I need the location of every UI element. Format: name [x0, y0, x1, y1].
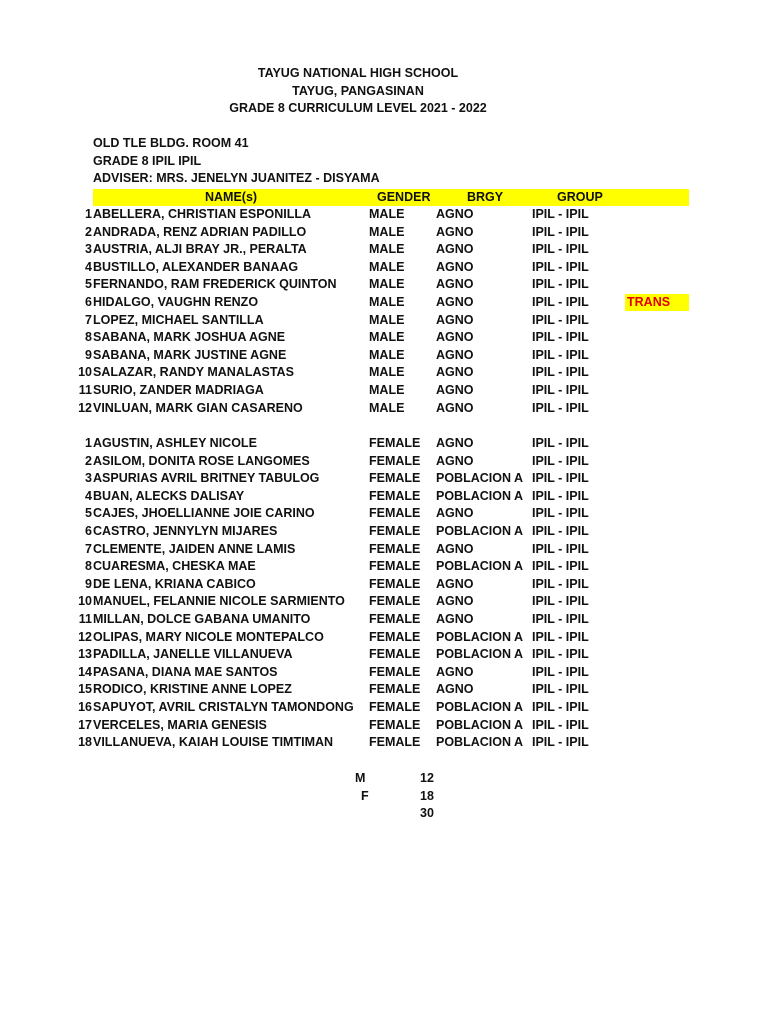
- row-number: 18: [78, 735, 92, 750]
- gender-cell: FEMALE: [369, 559, 421, 574]
- student-name: ABELLERA, CHRISTIAN ESPONILLA: [93, 207, 312, 221]
- table-row: [0, 277, 700, 295]
- gender-cell: FEMALE: [369, 735, 421, 750]
- student-name: SABANA, MARK JOSHUA AGNE: [93, 330, 286, 345]
- gender-cell: FEMALE: [369, 524, 421, 538]
- brgy-cell: AGNO: [436, 330, 474, 345]
- row-number: 14: [78, 664, 92, 679]
- brgy-cell: AGNO: [436, 436, 474, 450]
- row-number: 7: [85, 312, 92, 327]
- brgy-cell: AGNO: [436, 383, 474, 397]
- table-row: [0, 542, 700, 560]
- group-cell: IPIL - IPIL: [532, 295, 589, 309]
- gender-cell: FEMALE: [369, 594, 421, 609]
- section-label: GRADE 8 IPIL IPIL: [93, 154, 202, 168]
- table-row: [0, 383, 700, 401]
- group-cell: IPIL - IPIL: [532, 735, 589, 750]
- gender-cell: MALE: [369, 347, 405, 362]
- brgy-cell: POBLACION A: [436, 647, 524, 662]
- brgy-cell: AGNO: [436, 224, 474, 239]
- table-row: [0, 242, 700, 260]
- table-row: [0, 718, 700, 736]
- group-cell: IPIL - IPIL: [532, 612, 589, 626]
- group-cell: IPIL - IPIL: [532, 647, 589, 662]
- brgy-cell: POBLACION A: [436, 700, 524, 714]
- brgy-cell: AGNO: [436, 207, 474, 221]
- gender-cell: MALE: [369, 277, 405, 292]
- table-header: [93, 189, 689, 206]
- table-row: [0, 454, 700, 472]
- gender-cell: MALE: [369, 295, 405, 309]
- gender-cell: MALE: [369, 242, 405, 257]
- row-number: 12: [78, 400, 92, 415]
- brgy-cell: AGNO: [436, 365, 474, 380]
- gender-cell: MALE: [369, 400, 405, 415]
- student-name: OLIPAS, MARY NICOLE MONTEPALCO: [93, 629, 324, 644]
- brgy-cell: AGNO: [436, 400, 474, 415]
- table-row: [0, 612, 700, 630]
- table-row: [0, 225, 700, 243]
- group-cell: IPIL - IPIL: [532, 664, 589, 679]
- gender-cell: FEMALE: [369, 576, 421, 591]
- student-name: PADILLA, JANELLE VILLANUEVA: [93, 647, 293, 662]
- student-name: VINLUAN, MARK GIAN CASARENO: [93, 400, 303, 415]
- row-number: 11: [78, 612, 92, 626]
- female-total-label: F: [361, 789, 369, 803]
- group-cell: IPIL - IPIL: [532, 383, 589, 397]
- gender-cell: FEMALE: [369, 453, 421, 468]
- student-name: RODICO, KRISTINE ANNE LOPEZ: [93, 682, 292, 697]
- table-row: [0, 348, 700, 366]
- group-cell: IPIL - IPIL: [532, 400, 589, 415]
- brgy-cell: AGNO: [436, 277, 474, 292]
- row-number: 8: [85, 559, 92, 574]
- group-cell: IPIL - IPIL: [532, 471, 589, 486]
- group-cell: IPIL - IPIL: [532, 224, 589, 239]
- group-cell: IPIL - IPIL: [532, 436, 589, 450]
- group-cell: IPIL - IPIL: [532, 629, 589, 644]
- row-number: 4: [85, 488, 92, 503]
- row-number: 17: [78, 717, 92, 732]
- brgy-cell: AGNO: [436, 242, 474, 257]
- table-row: [0, 630, 700, 648]
- brgy-cell: POBLACION A: [436, 735, 524, 750]
- row-number: 7: [85, 541, 92, 556]
- group-cell: IPIL - IPIL: [532, 682, 589, 697]
- group-cell: IPIL - IPIL: [532, 559, 589, 574]
- row-number: 10: [78, 365, 92, 380]
- group-cell: IPIL - IPIL: [532, 594, 589, 609]
- student-name: CASTRO, JENNYLYN MIJARES: [93, 524, 278, 538]
- table-row: [0, 436, 700, 454]
- gender-cell: MALE: [369, 259, 405, 274]
- trans-badge: [625, 294, 689, 311]
- col-brgy-header: BRGY: [467, 190, 504, 204]
- student-name: VERCELES, MARIA GENESIS: [93, 717, 267, 732]
- student-name: PASANA, DIANA MAE SANTOS: [93, 664, 278, 679]
- student-name: CUARESMA, CHESKA MAE: [93, 559, 256, 574]
- group-cell: IPIL - IPIL: [532, 453, 589, 468]
- group-cell: IPIL - IPIL: [532, 488, 589, 503]
- brgy-cell: POBLACION A: [436, 629, 524, 644]
- grand-total: 30: [420, 806, 434, 820]
- row-number: 16: [78, 700, 92, 714]
- brgy-cell: AGNO: [436, 312, 474, 327]
- brgy-cell: AGNO: [436, 541, 474, 556]
- gender-cell: FEMALE: [369, 506, 421, 521]
- table-row: [0, 506, 700, 524]
- student-name: AUSTRIA, ALJI BRAY JR., PERALTA: [93, 242, 307, 257]
- table-row: [0, 260, 700, 278]
- table-row: [0, 313, 700, 331]
- gender-cell: MALE: [369, 312, 405, 327]
- gender-cell: FEMALE: [369, 629, 421, 644]
- room-label: OLD TLE BLDG. ROOM 41: [93, 136, 249, 150]
- brgy-cell: AGNO: [436, 612, 474, 626]
- trans-label: TRANS: [627, 295, 671, 309]
- group-cell: IPIL - IPIL: [532, 541, 589, 556]
- table-row: [0, 471, 700, 489]
- student-name: AGUSTIN, ASHLEY NICOLE: [93, 436, 257, 450]
- brgy-cell: POBLACION A: [436, 717, 524, 732]
- group-cell: IPIL - IPIL: [532, 242, 589, 257]
- table-row: [0, 594, 700, 612]
- school-name: TAYUG NATIONAL HIGH SCHOOL: [257, 66, 459, 80]
- table-row: [0, 330, 700, 348]
- brgy-cell: AGNO: [436, 453, 474, 468]
- row-number: 9: [85, 576, 92, 591]
- row-number: 1: [85, 207, 92, 221]
- table-row: [0, 489, 700, 507]
- row-number: 5: [85, 506, 92, 521]
- group-cell: IPIL - IPIL: [532, 717, 589, 732]
- row-number: 2: [85, 453, 92, 468]
- brgy-cell: AGNO: [436, 295, 474, 309]
- group-cell: IPIL - IPIL: [532, 347, 589, 362]
- col-gender-header: GENDER: [377, 190, 431, 204]
- male-total-count: 12: [420, 771, 434, 785]
- female-total-count: 18: [420, 789, 434, 803]
- gender-cell: FEMALE: [369, 647, 421, 662]
- gender-cell: FEMALE: [369, 612, 421, 626]
- brgy-cell: POBLACION A: [436, 471, 524, 486]
- student-name: ASILOM, DONITA ROSE LANGOMES: [93, 453, 310, 468]
- student-name: SURIO, ZANDER MADRIAGA: [93, 383, 264, 397]
- gender-cell: FEMALE: [369, 436, 421, 450]
- row-number: 13: [78, 647, 92, 662]
- col-name-header: NAME(s): [205, 190, 258, 204]
- brgy-cell: POBLACION A: [436, 524, 524, 538]
- male-total-label: M: [355, 771, 366, 785]
- row-number: 6: [85, 295, 92, 309]
- table-row: [0, 295, 700, 313]
- student-name: MANUEL, FELANNIE NICOLE SARMIENTO: [93, 594, 345, 609]
- school-location: TAYUG, PANGASINAN: [292, 84, 424, 98]
- row-number: 3: [85, 242, 92, 257]
- col-group-header: GROUP: [557, 190, 603, 204]
- row-number: 3: [85, 471, 92, 486]
- table-row: [0, 682, 700, 700]
- brgy-cell: AGNO: [436, 664, 474, 679]
- student-name: VILLANUEVA, KAIAH LOUISE TIMTIMAN: [93, 735, 334, 750]
- group-cell: IPIL - IPIL: [532, 576, 589, 591]
- student-name: CAJES, JHOELLIANNE JOIE CARINO: [93, 506, 315, 521]
- group-cell: IPIL - IPIL: [532, 312, 589, 327]
- row-number: 2: [85, 224, 92, 239]
- gender-cell: FEMALE: [369, 471, 421, 486]
- table-row: [0, 524, 700, 542]
- curriculum-level: GRADE 8 CURRICULUM LEVEL 2021 - 2022: [229, 101, 487, 115]
- student-name: HIDALGO, VAUGHN RENZO: [93, 295, 259, 309]
- student-name: ANDRADA, RENZ ADRIAN PADILLO: [93, 224, 307, 239]
- brgy-cell: AGNO: [436, 259, 474, 274]
- row-number: 8: [85, 330, 92, 345]
- student-name: SAPUYOT, AVRIL CRISTALYN TAMONDONG: [93, 700, 354, 714]
- row-number: 10: [78, 594, 92, 609]
- brgy-cell: AGNO: [436, 506, 474, 521]
- table-row: [0, 647, 700, 665]
- row-number: 15: [78, 682, 92, 697]
- table-row: [0, 700, 700, 718]
- student-name: MILLAN, DOLCE GABANA UMANITO: [93, 612, 311, 626]
- group-cell: IPIL - IPIL: [532, 259, 589, 274]
- brgy-cell: POBLACION A: [436, 559, 524, 574]
- gender-cell: FEMALE: [369, 717, 421, 732]
- gender-cell: FEMALE: [369, 664, 421, 679]
- gender-cell: FEMALE: [369, 700, 421, 714]
- table-row: [0, 665, 700, 683]
- student-name: BUAN, ALECKS DALISAY: [93, 488, 245, 503]
- table-row: [0, 207, 700, 225]
- gender-cell: MALE: [369, 224, 405, 239]
- student-name: CLEMENTE, JAIDEN ANNE LAMIS: [93, 541, 296, 556]
- table-row: [0, 577, 700, 595]
- row-number: 9: [85, 347, 92, 362]
- group-cell: IPIL - IPIL: [532, 207, 589, 221]
- group-cell: IPIL - IPIL: [532, 524, 589, 538]
- group-cell: IPIL - IPIL: [532, 700, 589, 714]
- adviser-label: ADVISER: MRS. JENELYN JUANITEZ - DISYAMA: [93, 171, 380, 185]
- group-cell: IPIL - IPIL: [532, 277, 589, 292]
- brgy-cell: AGNO: [436, 347, 474, 362]
- row-number: 11: [78, 383, 92, 397]
- student-name: SABANA, MARK JUSTINE AGNE: [93, 347, 287, 362]
- gender-cell: FEMALE: [369, 682, 421, 697]
- brgy-cell: AGNO: [436, 594, 474, 609]
- gender-cell: MALE: [369, 365, 405, 380]
- gender-cell: MALE: [369, 330, 405, 345]
- student-name: LOPEZ, MICHAEL SANTILLA: [93, 312, 264, 327]
- table-row: [0, 365, 700, 383]
- group-cell: IPIL - IPIL: [532, 330, 589, 345]
- table-row: [0, 735, 700, 753]
- group-cell: IPIL - IPIL: [532, 365, 589, 380]
- brgy-cell: AGNO: [436, 682, 474, 697]
- brgy-cell: POBLACION A: [436, 488, 524, 503]
- gender-cell: FEMALE: [369, 541, 421, 556]
- brgy-cell: AGNO: [436, 576, 474, 591]
- student-name: BUSTILLO, ALEXANDER BANAAG: [93, 259, 299, 274]
- row-number: 5: [85, 277, 92, 292]
- row-number: 4: [85, 259, 92, 274]
- table-row: [0, 401, 700, 419]
- student-name: DE LENA, KRIANA CABICO: [93, 576, 256, 591]
- gender-cell: MALE: [369, 207, 405, 221]
- row-number: 12: [78, 629, 92, 644]
- student-name: ASPURIAS AVRIL BRITNEY TABULOG: [93, 471, 320, 486]
- group-cell: IPIL - IPIL: [532, 506, 589, 521]
- gender-cell: MALE: [369, 383, 405, 397]
- row-number: 6: [85, 524, 92, 538]
- student-name: SALAZAR, RANDY MANALASTAS: [93, 365, 294, 380]
- table-row: [0, 559, 700, 577]
- gender-cell: FEMALE: [369, 488, 421, 503]
- row-number: 1: [85, 436, 92, 450]
- student-name: FERNANDO, RAM FREDERICK QUINTON: [93, 277, 337, 292]
